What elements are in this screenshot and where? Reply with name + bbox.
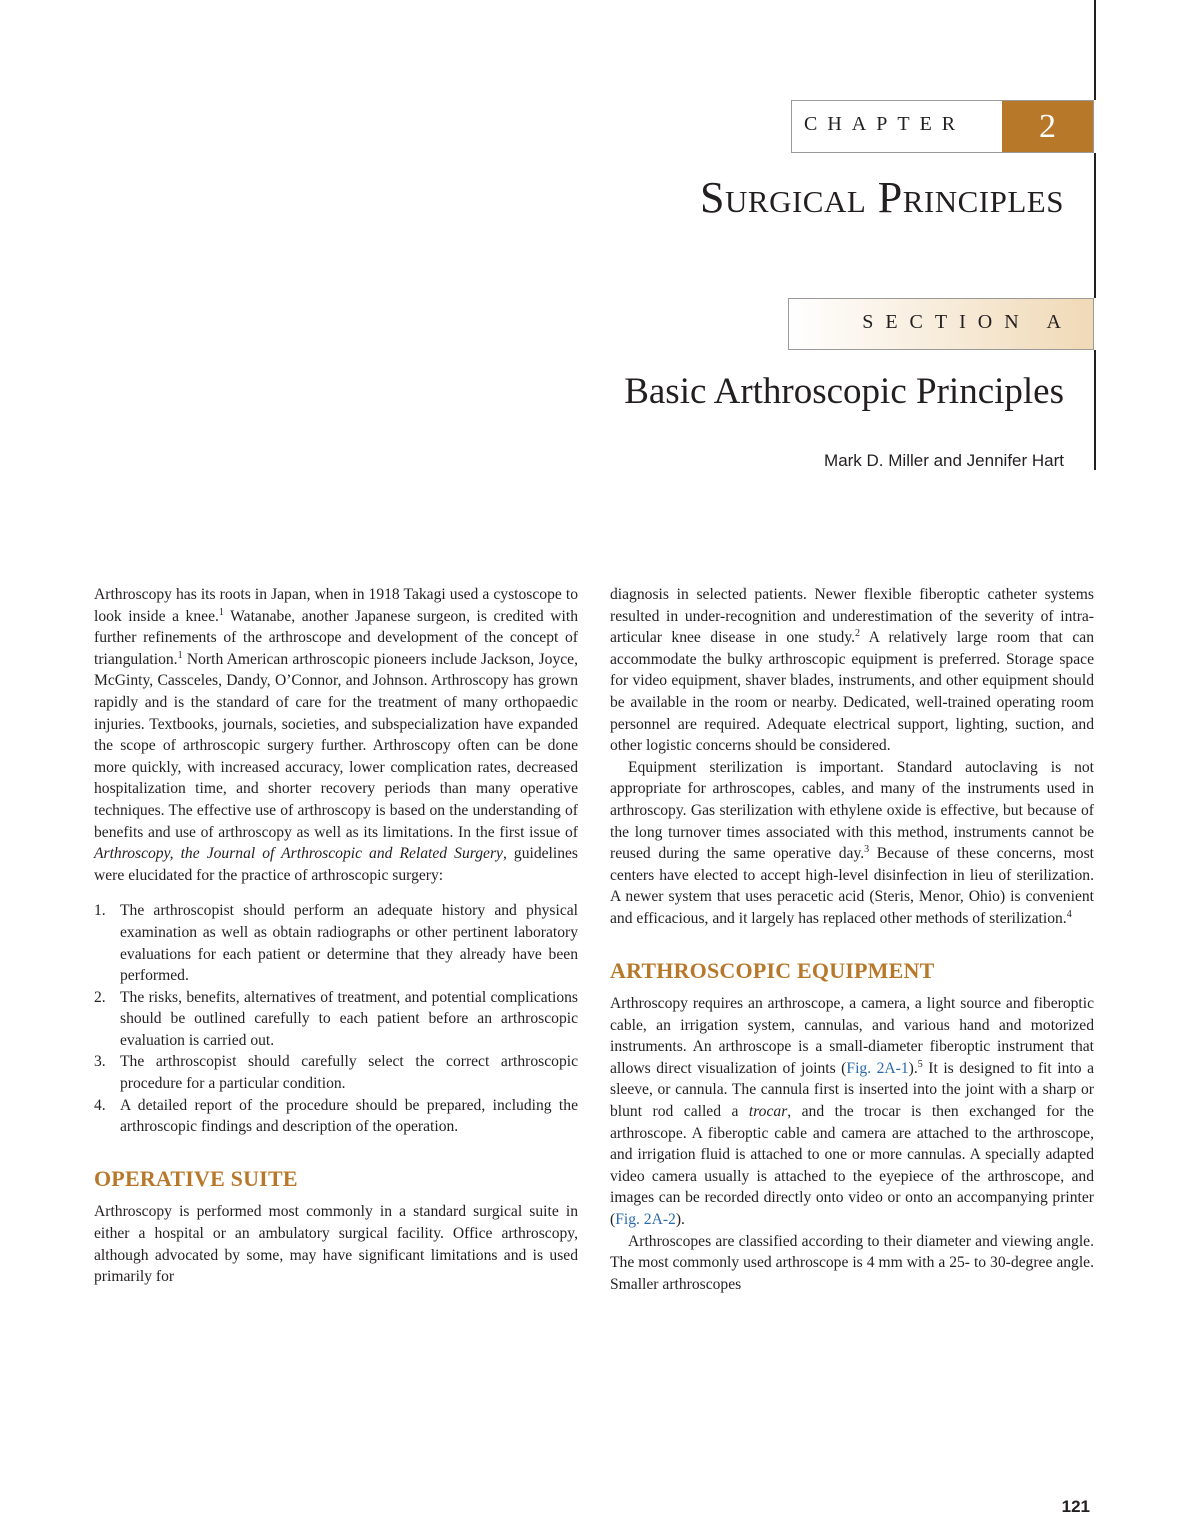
heading-operative-suite: OPERATIVE SUITE	[94, 1165, 298, 1191]
list-item: 2. The risks, benefits, alternatives of treatment, and potential complications should be outlined carefully to each patient before an arthroscopic evaluation is carried out.	[94, 988, 578, 1049]
list-item: 1. The arthroscopist should perform an adequate history and physical examination as well as obtain radiographs or other pertinent laboratory evaluations for each patient or determine that they already have been performed.	[94, 902, 578, 985]
section-box	[788, 298, 1094, 350]
citation-3[interactable]: 3	[864, 843, 870, 855]
left-column	[94, 584, 578, 1288]
list-item: 3. The arthroscopist should carefully select the correct arthroscopic procedure for a particular condition.	[94, 1053, 578, 1093]
heading-arthroscopic-equipment: ARTHROSCOPIC EQUIPMENT	[610, 957, 935, 983]
margin-rule-top	[1094, 0, 1096, 100]
list-item: 4. A detailed report of the procedure should be prepared, including the arthroscopic findings and description of the operation.	[94, 1096, 578, 1136]
margin-rule-bottom	[1094, 350, 1096, 470]
chapter-number: 2	[1002, 101, 1093, 152]
right-column	[610, 584, 1094, 1295]
chapter-title: Surgical Principles	[700, 173, 1064, 222]
figure-link-2a-1[interactable]: Fig. 2A-1	[846, 1059, 909, 1077]
margin-rule-middle	[1094, 153, 1096, 298]
intro-paragraph: Arthroscopy has its roots in Japan, when in 1918 Takagi used a cystoscope to look inside a knee.$^1$ Watanabe, another Japanese surgeon, is credited with further refinements of the arthroscope and development of the concept of triangulation.$^1$ North American arthroscopic pioneers include Jackson, Joyce, McGinty, Cassceles, Dandy, O’Connor, and Johnson. Arthroscopy has grown rapidly and is the standard of care for the treatment of many orthopaedic injuries. Textbooks, journals, societies, and subspecialization have expanded the scope of arthroscopic surgery further. Arthroscopy often can be done more quickly, with increased accuracy, lower complication rates, decreased hospitalization time, and shorter recovery periods than many operative techniques. The effective use of arthroscopy is based on the understanding of benefits and use of arthroscopy as well as its limitations. In the first issue of Arthroscopy, the Journal of Arthroscopic and Related Surgery, guidelines were elucidated for the practice of arthroscopic surgery:	[94, 586, 578, 884]
term-trocar: trocar	[748, 1103, 788, 1121]
equipment-paragraph: Arthroscopy requires an arthroscope, a camera, a light source and fiberoptic cable, an irrigation system, cannulas, and various hand and motorized instruments. An arthroscope is a small-diameter fiberoptic instrument that allows direct visualization of joints (Fig. 2A-1).$^5$ It is designed to fit into a sleeve, or cannula. The cannula first is inserted into the joint with a sharp or blunt rod called a trocar, and the trocar is then exchanged for the arthroscope. A fiberoptic cable and camera are attached to the arthroscope, and irrigation fluid is attached to one or more cannulas. A specially adapted video camera usually is attached to the eyepiece of the arthroscope, and images can be recorded directly onto video or onto an accompanying printer (Fig. 2A-2).	[610, 995, 1094, 1229]
journal-title: Arthroscopy, the Journal of Arthroscopic and Related Surgery	[94, 845, 503, 863]
section-label: SECTION A	[862, 311, 1073, 333]
chapter-box	[791, 100, 1094, 153]
citation-1[interactable]: 1	[218, 606, 224, 618]
citation-4[interactable]: 4	[1066, 908, 1072, 920]
figure-link-2a-2[interactable]: Fig. 2A-2	[615, 1211, 676, 1229]
classified-paragraph: Arthroscopes are classified according to their diameter and viewing angle. The most commonly used arthroscope is 4 mm with a 25- to 30-degree angle. Smaller arthroscopes	[610, 1232, 1094, 1293]
operative-suite-paragraph: Arthroscopy is performed most commonly in a standard surgical suite in either a hospital or an ambulatory surgical facility. Office arthroscopy, although advocated by some, may have significant limitations and is used primarily for	[94, 1203, 578, 1286]
authors: Mark D. Miller and Jennifer Hart	[824, 451, 1064, 470]
citation-2[interactable]: 2	[855, 628, 861, 639]
section-title: Basic Arthroscopic Principles	[624, 371, 1064, 412]
guidelines-list	[94, 900, 578, 1138]
chapter-label: CHAPTER	[804, 113, 966, 135]
citation-5[interactable]: 5	[917, 1058, 923, 1070]
citation-1b[interactable]: 1	[177, 649, 183, 661]
sterilization-paragraph: Equipment sterilization is important. Standard autoclaving is not appropriate for arthroscopes, cables, and many of the instruments used in arthroscopy. Gas sterilization with ethylene oxide is effective, but because of the long turnover times associated with this method, instruments cannot be reused during the same operative day.$^3$ Because of these concerns, most centers have elected to accept high-level disinfection in lieu of sterilization. A newer system that uses peracetic acid (Steris, Menor, Ohio) is convenient and efficacious, and it largely has replaced other methods of sterilization.$^4$	[610, 758, 1094, 927]
page-number: 121	[1061, 1497, 1090, 1516]
continued-paragraph: diagnosis in selected patients. Newer flexible fiberoptic catheter systems resulted in under-recognition and underestimation of the severity of intra-articular knee disease in one study.$^2$ A relatively large room that can accommodate the bulky arthroscopic equipment is preferred. Storage space for video equipment, shaver blades, instruments, and other equipment should be available in the room or nearby. Dedicated, well-trained operating room personnel are required. Adequate electrical support, lighting, suction, and other logistic concerns should be considered.	[610, 586, 1094, 755]
